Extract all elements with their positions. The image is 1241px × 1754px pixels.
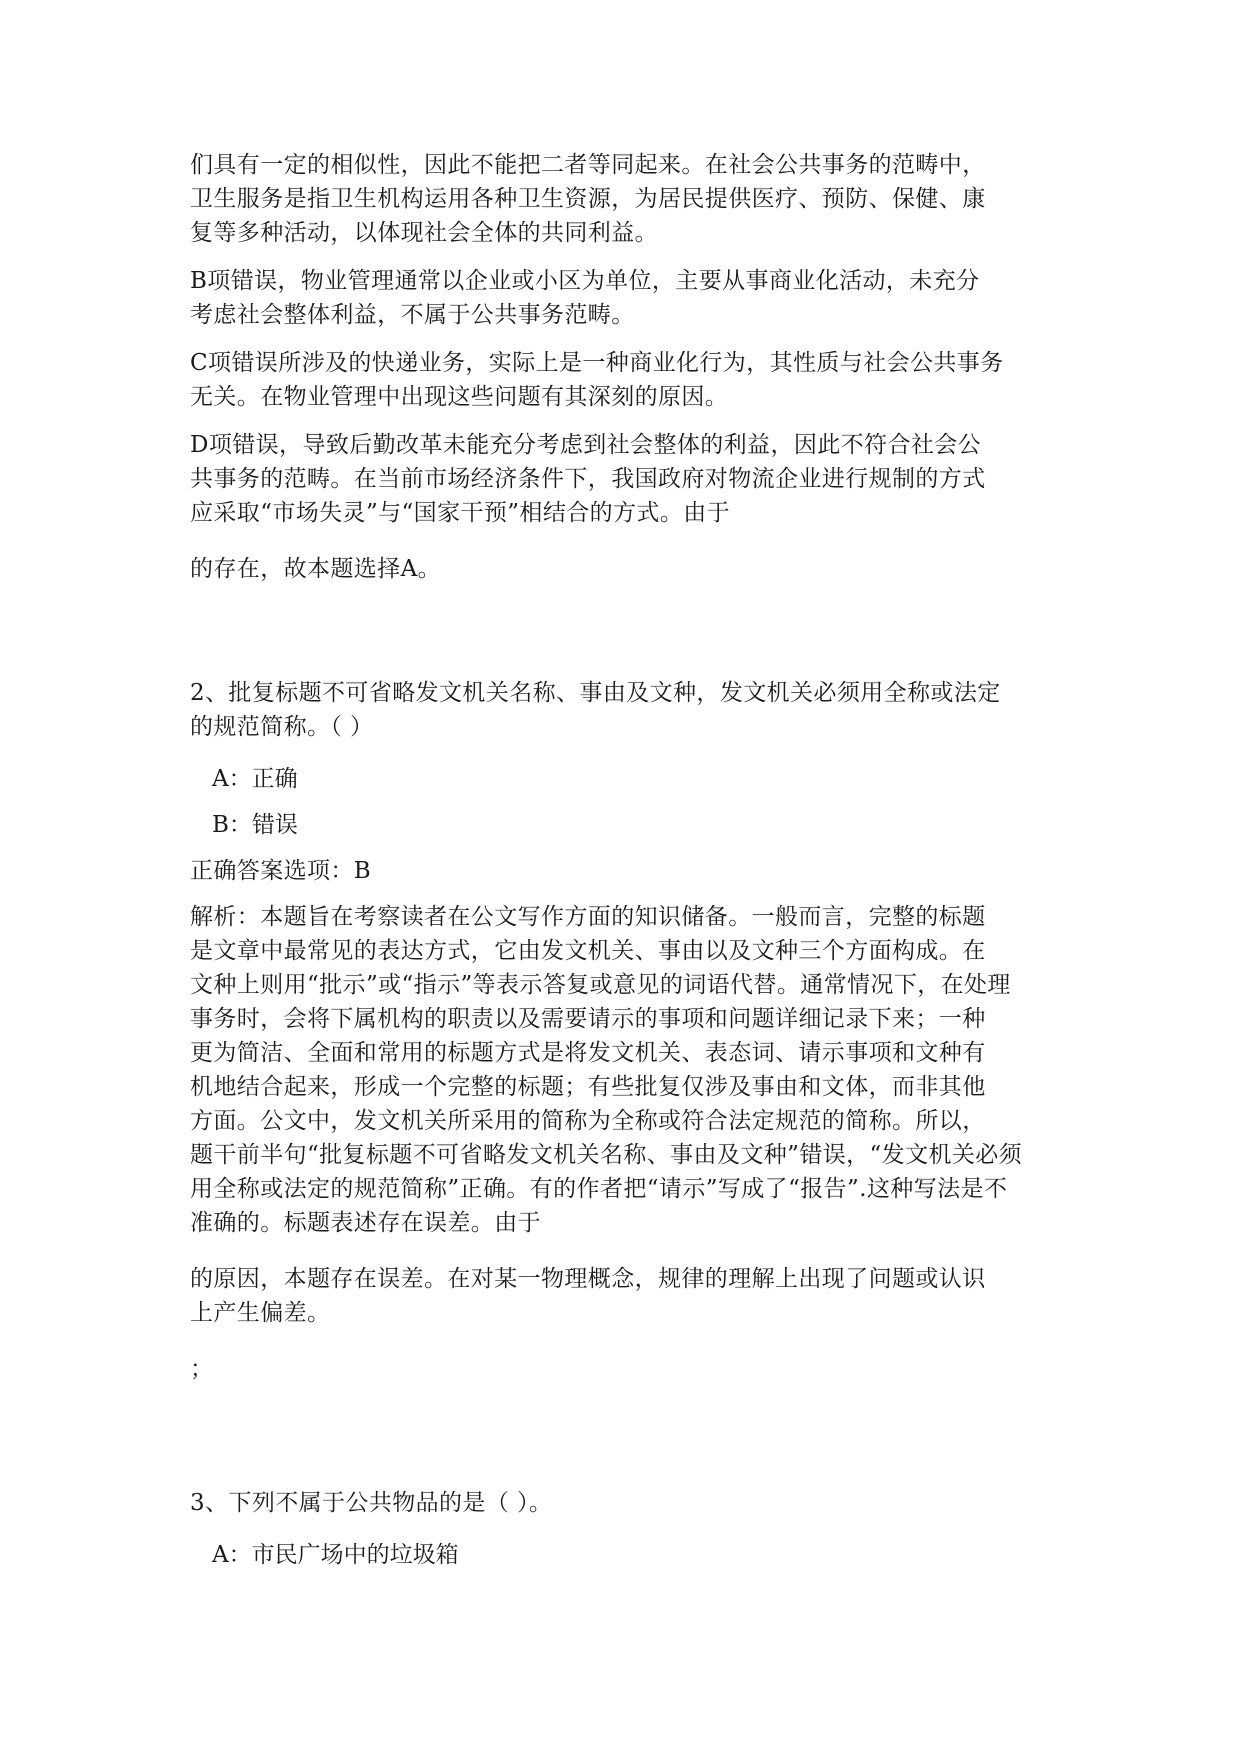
q2-analysis: 解析：本题旨在考察读者在公文写作方面的知识储备。一般而言，完整的标题 是文章中最常见的表达方式，它由发文机关、事由以及文种三个方面构成。在 文种上则用“批示”或“指示”等表示答复或意见的词语代替。通常情况下，在处理 事务时，会将下属机构的职责以及需要请示的事项和问题详细记录下来；一种 更为简洁、全面和常用的标题方式是将发文机关、表态词、请示事项和文种有 机地结合起来，形成一个完整的标题；有些批复仅涉及事由和文体，而非其他 方面。公文中，发文机关所采用的简称为全称或符合法定规范的简称。所以， 题干前半句“批复标题不可省略发文机关名称、事由及文种”错误，“发文机关必须 用全称或法定的规范简称”正确。有的作者把“请示”写成了“报告”.这种写法是不 准确的。标题表述存在误差。由于 bbox=[190, 904, 1023, 1236]
q2-analysis-conclusion: 的原因，本题存在误差。在对某一物理概念，规律的理解上出现了问题或认识 上产生偏差。 bbox=[190, 1266, 986, 1326]
q3-option-a: A：市民广场中的垃圾箱 bbox=[212, 1542, 459, 1568]
q1-explanation-paragraph: 们具有一定的相似性，因此不能把二者等同起来。在社会公共事务的范畴中， 卫生服务是指卫生机构运用各种卫生资源，为居民提供医疗、预防、保健、康 复等多种活动，以体现社会全体的共同利益。 bbox=[190, 152, 986, 246]
document-body bbox=[190, 148, 1070, 1572]
q1-option-d-explanation: D项错误，导致后勤改革未能充分考虑到社会整体的利益，因此不符合社会公 共事务的范畴。在当前市场经济条件下，我国政府对物流企业进行规制的方式 应采取“市场失灵”与“国家干预”相结合的方式。由于 bbox=[190, 432, 986, 526]
q2-answer: 正确答案选项：B bbox=[190, 858, 372, 884]
q1-option-c-explanation: C项错误所涉及的快递业务，实际上是一种商业化行为，其性质与社会公共事务 无关。在物业管理中出现这些问题有其深刻的原因。 bbox=[190, 350, 1004, 410]
q1-option-b-explanation: B项错误，物业管理通常以企业或小区为单位，主要从事商业化活动，未充分 考虑社会整体利益，不属于公共事务范畴。 bbox=[190, 268, 980, 328]
q2-option-a: A：正确 bbox=[212, 766, 298, 792]
q2-trailing-semicolon: ； bbox=[190, 1356, 214, 1382]
q3-question: 3、下列不属于公共物品的是（ ）。 bbox=[190, 1490, 553, 1516]
q2-option-b: B：错误 bbox=[212, 812, 298, 838]
q2-question: 2、批复标题不可省略发文机关名称、事由及文种，发文机关必须用全称或法定 的规范简称。（ ） bbox=[190, 680, 1001, 740]
q1-conclusion: 的存在，故本题选择A。 bbox=[190, 556, 442, 582]
